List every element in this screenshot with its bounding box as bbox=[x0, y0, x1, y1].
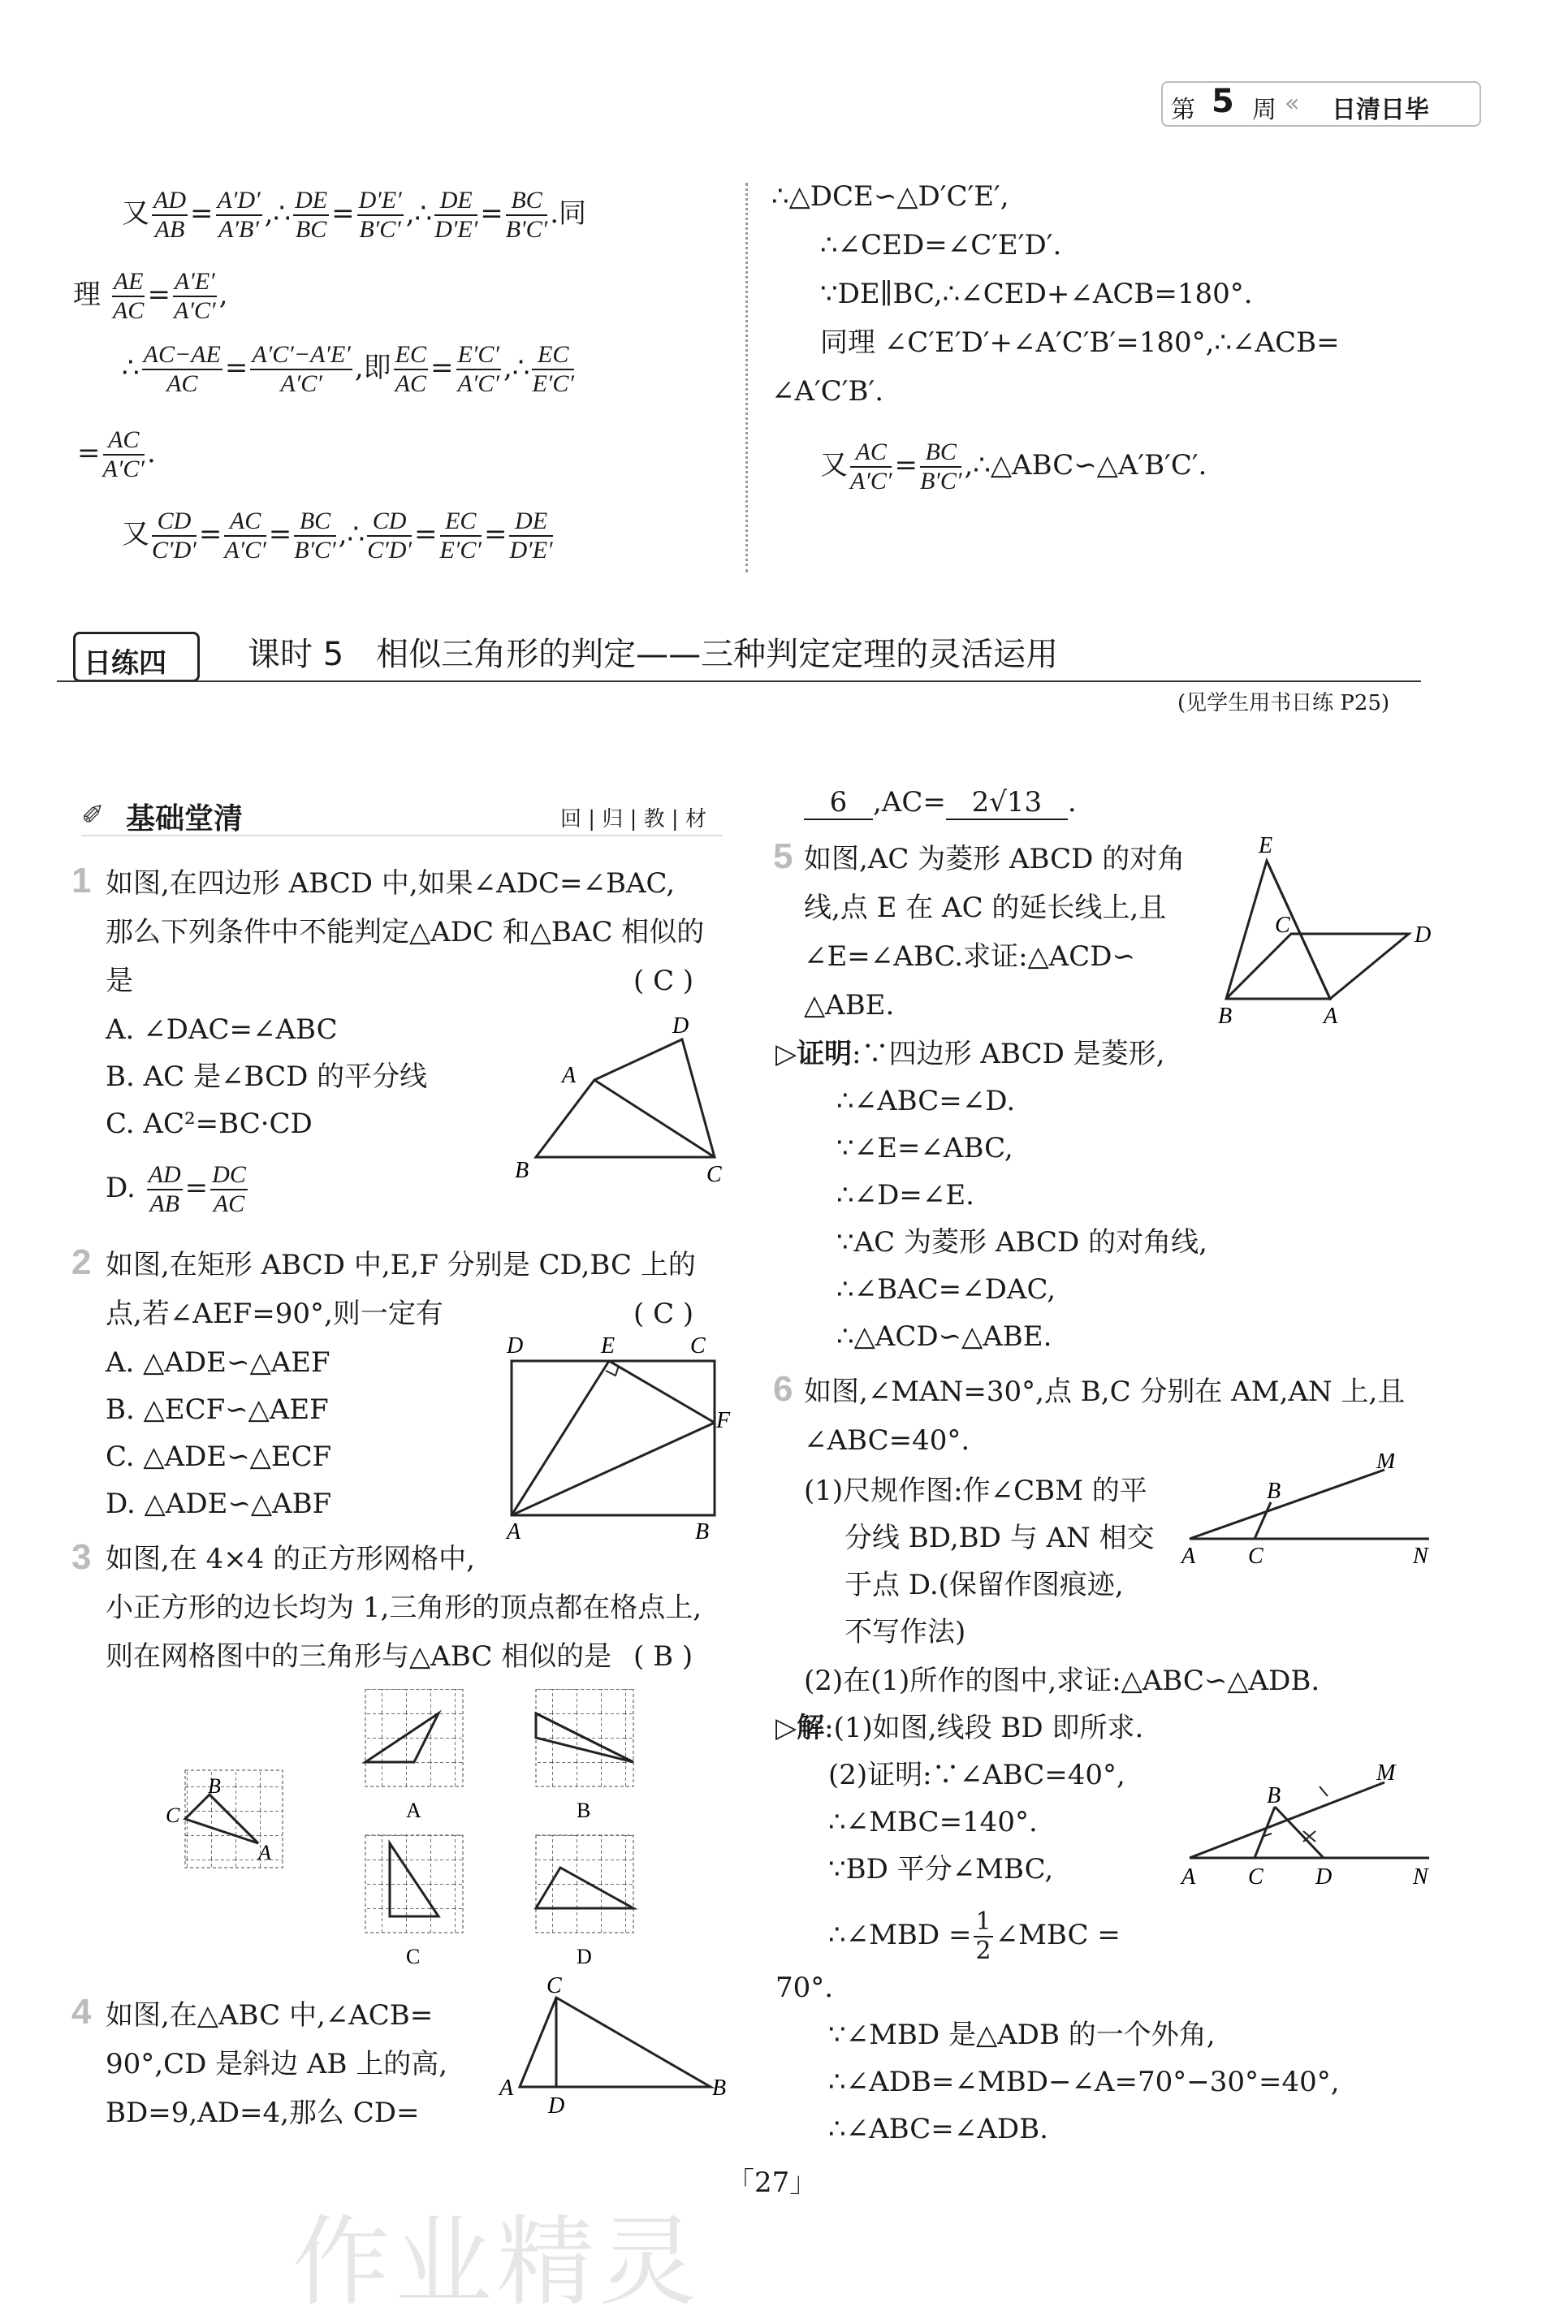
q1-answer: ( C ) bbox=[633, 965, 694, 997]
section-rule bbox=[57, 680, 1421, 682]
svg-text:D: D bbox=[672, 1015, 689, 1039]
svg-text:N: N bbox=[1413, 1544, 1428, 1569]
q5-text-4: △ABE. bbox=[804, 989, 895, 1022]
q6-number: 6 bbox=[773, 1369, 793, 1409]
arrow-icon: ▷ bbox=[775, 1712, 797, 1744]
q3-option-c-grid bbox=[365, 1835, 463, 1968]
q5-proof-7: ∴△ACD∽△ABE. bbox=[836, 1320, 1052, 1353]
q2-option-c: C. △ADE∽△ECF bbox=[106, 1441, 332, 1473]
top-right-line-2: ∴∠CED=∠C′E′D′. bbox=[820, 229, 1062, 261]
sub-banner: ✐ 基础堂清 回 | 归 | 教 | 材 bbox=[81, 796, 723, 836]
section-title: 课时 5 相似三角形的判定——三种判定定理的灵活运用 bbox=[248, 636, 1059, 673]
svg-text:M: M bbox=[1376, 1454, 1396, 1474]
q3-text-2: 小正方形的边长均为 1,三角形的顶点都在格点上, bbox=[106, 1592, 702, 1624]
q6-solution-8: ∴∠ADB=∠MBD−∠A=70°−30°=40°, bbox=[828, 2066, 1340, 2098]
q5-figure bbox=[1210, 828, 1445, 1031]
top-right-line-1: ∴△DCE∽△D′C′E′, bbox=[771, 180, 1009, 213]
q3-option-a-grid bbox=[365, 1689, 463, 1822]
q4-number: 4 bbox=[71, 1992, 92, 2032]
svg-text:A: A bbox=[507, 1519, 521, 1543]
top-left-line-2: 理 $\frac{AE}{AC}$ = $\frac{A'E'}{A'C'}$ , bbox=[73, 268, 228, 324]
q4-text-2: 90°,CD 是斜边 AB 上的高, bbox=[106, 2048, 448, 2080]
svg-text:C: C bbox=[1248, 1544, 1263, 1569]
q1-figure bbox=[503, 1015, 739, 1194]
q3-grids bbox=[162, 1689, 731, 2014]
q1-number: 1 bbox=[71, 861, 92, 901]
svg-text:B: B bbox=[1267, 1479, 1281, 1504]
top-left-line-1: 又 $\frac{AD}{AB}$ = $\frac{A'D'}{A'B'}$ ,∴ $\frac{DE}{BC}$ = $\frac{D'E'}{B'C'}$ ,∴ $\frac{DE}{D'E'}$ = $\frac{BC}{B'C'}$ .同 bbox=[122, 187, 587, 243]
q2-number: 2 bbox=[71, 1242, 92, 1282]
brand-label: 日清日毕 bbox=[1332, 96, 1429, 124]
top-left-line-5: 又 $\frac{CD}{C'D'}$ = $\frac{AC}{A'C'}$ = $\frac{BC}{B'C'}$ ,∴ $\frac{CD}{C'D'}$ = $\frac{EC}{E'C'}$ = $\frac{DE}{D'E'}$ bbox=[122, 508, 553, 564]
svg-text:D: D bbox=[1415, 922, 1432, 948]
q2-text-1: 如图,在矩形 ABCD 中,E,F 分别是 CD,BC 上的 bbox=[106, 1249, 696, 1281]
week-header bbox=[1161, 81, 1481, 127]
q3-option-d-grid bbox=[536, 1835, 633, 1968]
q5-number: 5 bbox=[773, 836, 793, 876]
svg-text:A: A bbox=[1181, 1544, 1196, 1569]
svg-text:A: A bbox=[499, 2076, 514, 2101]
q6-text-1: 如图,∠MAN=30°,点 B,C 分别在 AM,AN 上,且 bbox=[804, 1376, 1406, 1408]
svg-text:B: B bbox=[208, 1774, 221, 1798]
q2-option-d: D. △ADE∽△ABF bbox=[106, 1488, 332, 1520]
svg-text:E: E bbox=[601, 1333, 616, 1359]
q3-answer: ( B ) bbox=[633, 1640, 693, 1673]
svg-text:B: B bbox=[577, 1799, 591, 1822]
column-divider bbox=[745, 183, 748, 572]
q6-solution-1: ▷解:(1)如图,线段 BD 即所求. bbox=[775, 1712, 1144, 1744]
q3-option-b-grid bbox=[536, 1689, 633, 1822]
top-left-line-4: = $\frac{AC}{A'C'}$ . bbox=[77, 426, 156, 482]
svg-text:A: A bbox=[406, 1799, 421, 1822]
q4-figure bbox=[491, 1973, 735, 2119]
q2-text-2: 点,若∠AEF=90°,则一定有 bbox=[106, 1298, 443, 1330]
q6-part1-a: (1)尺规作图:作∠CBM 的平 bbox=[804, 1475, 1147, 1507]
q1-option-c: C. AC²=BC·CD bbox=[106, 1108, 313, 1140]
svg-text:E: E bbox=[1259, 833, 1273, 858]
q4-text-3: BD=9,AD=4,那么 CD= bbox=[106, 2097, 420, 2129]
q6-figure-2 bbox=[1177, 1746, 1445, 1892]
week-suffix: 周 bbox=[1252, 96, 1276, 124]
svg-text:A: A bbox=[562, 1063, 577, 1088]
svg-text:N: N bbox=[1413, 1864, 1428, 1890]
q6-solution-7: ∵∠MBD 是△ADB 的一个外角, bbox=[828, 2019, 1216, 2051]
svg-text:B: B bbox=[712, 2076, 727, 2101]
q3-text-3: 则在网格图中的三角形与△ABC 相似的是 bbox=[106, 1640, 612, 1673]
svg-text:C: C bbox=[1275, 913, 1290, 938]
section-badge: 日练四 bbox=[73, 632, 200, 682]
q5-text-2: 线,点 E 在 AC 的延长线上,且 bbox=[804, 892, 1167, 924]
svg-text:B: B bbox=[515, 1158, 529, 1183]
q6-solution-4: ∵BD 平分∠MBC, bbox=[828, 1853, 1054, 1886]
svg-text:D: D bbox=[507, 1333, 524, 1359]
q1-option-b: B. AC 是∠BCD 的平分线 bbox=[106, 1060, 428, 1093]
q2-answer: ( C ) bbox=[633, 1298, 694, 1330]
svg-text:A: A bbox=[1181, 1864, 1196, 1890]
q5-text-3: ∠E=∠ABC.求证:△ACD∽ bbox=[804, 940, 1135, 973]
page-number: 「27」 bbox=[727, 2166, 818, 2199]
week-prefix: 第 bbox=[1171, 96, 1195, 124]
q6-part1-c: 于点 D.(保留作图痕迹, bbox=[844, 1569, 1124, 1601]
q6-solution-6: 70°. bbox=[775, 1972, 834, 2004]
top-right-line-6: 又 $\frac{AC}{A'C'}$ = $\frac{BC}{B'C'}$ ,∴△ABC∽△A′B′C′. bbox=[820, 438, 1207, 495]
svg-text:D: D bbox=[577, 1945, 592, 1968]
svg-text:B: B bbox=[1218, 1004, 1233, 1029]
svg-text:M: M bbox=[1376, 1760, 1396, 1786]
q5-text-1: 如图,AC 为菱形 ABCD 的对角 bbox=[804, 843, 1186, 875]
svg-text:B: B bbox=[1267, 1783, 1281, 1808]
q3-number: 3 bbox=[71, 1537, 92, 1577]
svg-text:F: F bbox=[716, 1408, 731, 1433]
q5-proof-2: ∴∠ABC=∠D. bbox=[836, 1085, 1016, 1117]
q1-text-3: 是 bbox=[106, 965, 133, 997]
chevron-icon: « bbox=[1285, 89, 1300, 118]
q5-proof-5: ∵AC 为菱形 ABCD 的对角线, bbox=[836, 1226, 1207, 1259]
q6-solution-2: (2)证明:∵∠ABC=40°, bbox=[828, 1759, 1125, 1791]
q5-proof-1: ▷证明:∵四边形 ABCD 是菱形, bbox=[775, 1038, 1165, 1070]
q2-option-b: B. △ECF∽△AEF bbox=[106, 1393, 329, 1426]
q6-solution-9: ∴∠ABC=∠ADB. bbox=[828, 2113, 1048, 2145]
q1-text-1: 如图,在四边形 ABCD 中,如果∠ADC=∠BAC, bbox=[106, 867, 676, 900]
q6-text-2: ∠ABC=40°. bbox=[804, 1424, 970, 1457]
svg-text:A: A bbox=[258, 1841, 271, 1864]
pencil-icon: ✐ bbox=[81, 799, 105, 832]
top-left-line-3: ∴ $\frac{AC-AE}{AC}$ = $\frac{A'C'-A'E'}{A'C'}$ ,即 $\frac{EC}{AC}$ = $\frac{E'C'}{A'C'}$ ,∴ $\frac{EC}{E'C'}$ bbox=[122, 341, 574, 397]
svg-text:B: B bbox=[695, 1519, 710, 1543]
svg-text:C: C bbox=[546, 1973, 562, 1998]
svg-text:A: A bbox=[1324, 1004, 1338, 1029]
q3-text-1: 如图,在 4×4 的正方形网格中, bbox=[106, 1543, 475, 1575]
q6-part1-b: 分线 BD,BD 与 AN 相交 bbox=[844, 1522, 1155, 1554]
top-right-line-4: 同理 ∠C′E′D′+∠A′C′B′=180°,∴∠ACB= bbox=[820, 326, 1340, 359]
watermark: 作业精灵 bbox=[292, 2206, 702, 2319]
svg-text:C: C bbox=[690, 1333, 706, 1359]
q5-proof-6: ∴∠BAC=∠DAC, bbox=[836, 1273, 1056, 1306]
svg-text:C: C bbox=[706, 1162, 722, 1187]
q6-part1-d: 不写作法) bbox=[844, 1616, 966, 1648]
q6-solution-5: ∴∠MBD = $\frac{1}{2}$ ∠MBC = bbox=[828, 1907, 1121, 1965]
q5-proof-4: ∴∠D=∠E. bbox=[836, 1179, 974, 1212]
q6-part2: (2)在(1)所作的图中,求证:△ABC∽△ADB. bbox=[804, 1665, 1320, 1697]
q1-option-d: D. $\frac{AD}{AB}$ = $\frac{DC}{AC}$ bbox=[106, 1161, 246, 1217]
q1-option-a: A. ∠DAC=∠ABC bbox=[106, 1013, 338, 1046]
top-right-line-3: ∵DE∥BC,∴∠CED+∠ACB=180°. bbox=[820, 278, 1253, 310]
section-ref: (见学生用书日练 P25) bbox=[1177, 691, 1390, 715]
q4-continuation: 6 ,AC= 2√13 . bbox=[804, 786, 1077, 820]
svg-text:D: D bbox=[548, 2093, 565, 2119]
svg-text:C: C bbox=[166, 1803, 180, 1827]
week-number: 5 bbox=[1212, 83, 1234, 120]
q4-text-1: 如图,在△ABC 中,∠ACB= bbox=[106, 1999, 434, 2032]
q6-solution-3: ∴∠MBC=140°. bbox=[828, 1806, 1038, 1838]
q6-figure-1 bbox=[1177, 1454, 1445, 1575]
svg-text:C: C bbox=[1248, 1864, 1263, 1890]
svg-text:C: C bbox=[406, 1945, 421, 1968]
q2-figure bbox=[495, 1332, 731, 1543]
top-right-line-5: ∠A′C′B′. bbox=[771, 375, 884, 408]
svg-text:D: D bbox=[1315, 1864, 1333, 1890]
q5-proof-3: ∵∠E=∠ABC, bbox=[836, 1132, 1013, 1164]
q3-main-grid bbox=[166, 1770, 283, 1868]
arrow-icon: ▷ bbox=[775, 1038, 797, 1070]
q2-option-a: A. △ADE∽△AEF bbox=[106, 1346, 330, 1379]
q1-text-2: 那么下列条件中不能判定△ADC 和△BAC 相似的 bbox=[106, 916, 705, 948]
